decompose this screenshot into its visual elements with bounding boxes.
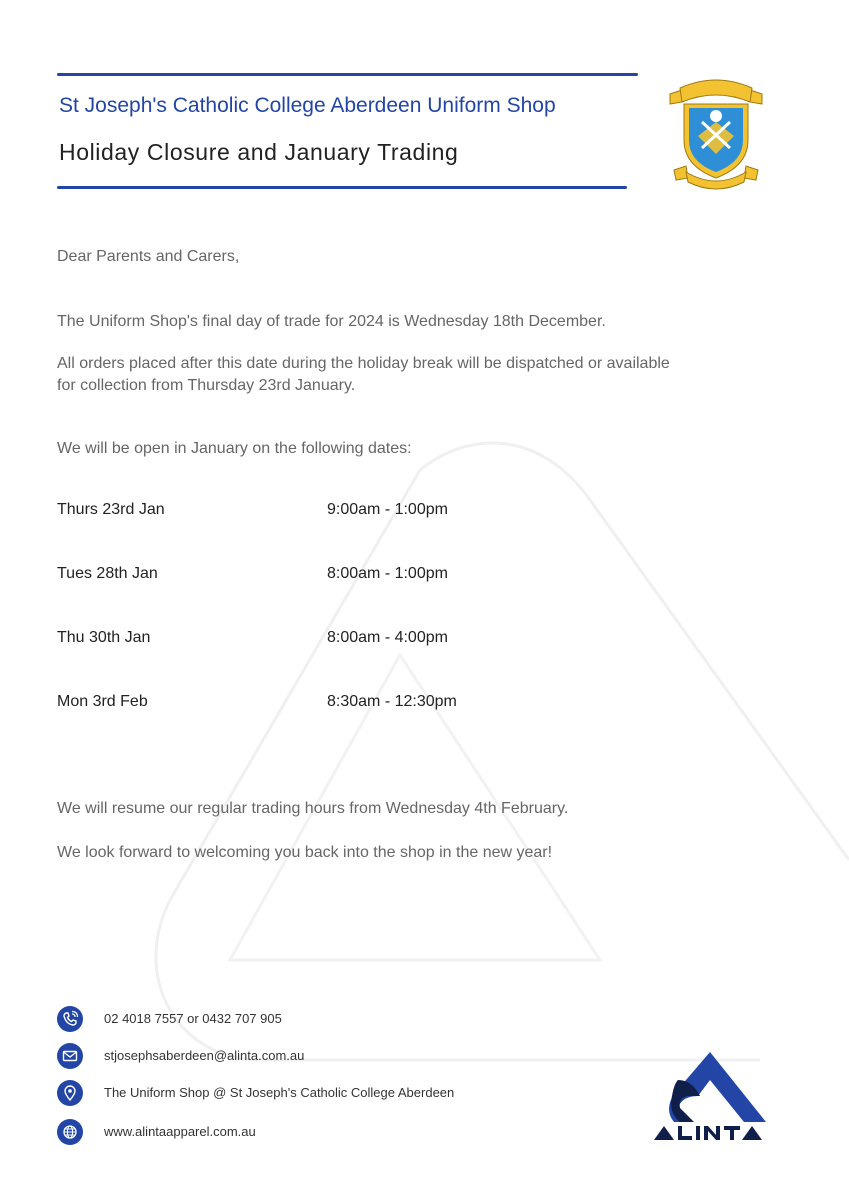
schedule-hours: 8:00am - 4:00pm [327,629,448,646]
email-icon [57,1043,83,1069]
college-crest-logo [664,74,768,190]
schedule-day: Thurs 23rd Jan [57,501,165,518]
final-day-notice: The Uniform Shop's final day of trade for 2024 is Wednesday 18th December. [57,313,606,330]
welcome-message: We look forward to welcoming you back into the shop in the new year! [57,844,553,861]
alinta-logo [648,1050,794,1145]
orders-notice-line-1: All orders placed after this date during the holiday break will be dispatched or available [57,355,670,372]
orders-notice-line-2: for collection from Thursday 23rd January. [57,377,356,394]
contact-email: stjosephsaberdeen@alinta.com.au [104,1048,305,1063]
schedule-day: Tues 28th Jan [57,565,158,582]
contact-location: The Uniform Shop @ St Joseph's Catholic College Aberdeen [104,1085,455,1100]
page-title: Holiday Closure and January Trading [59,139,459,165]
header-bottom-rule [57,186,627,189]
resume-notice: We will resume our regular trading hours from Wednesday 4th February. [57,800,569,817]
globe-icon [57,1119,83,1145]
location-pin-icon [57,1080,83,1106]
school-name: St Joseph's Catholic College Aberdeen Uniform Shop [59,94,556,117]
contact-website: www.alintaapparel.com.au [104,1124,256,1139]
greeting: Dear Parents and Carers, [57,248,240,265]
schedule-day: Thu 30th Jan [57,629,151,646]
phone-icon [57,1006,83,1032]
schedule-day: Mon 3rd Feb [57,693,148,710]
header-top-rule [57,73,638,76]
schedule-hours: 9:00am - 1:00pm [327,501,448,518]
contact-phone: 02 4018 7557 or 0432 707 905 [104,1011,282,1026]
open-dates-intro: We will be open in January on the following dates: [57,440,412,457]
schedule-hours: 8:30am - 12:30pm [327,693,457,710]
schedule-hours: 8:00am - 1:00pm [327,565,448,582]
